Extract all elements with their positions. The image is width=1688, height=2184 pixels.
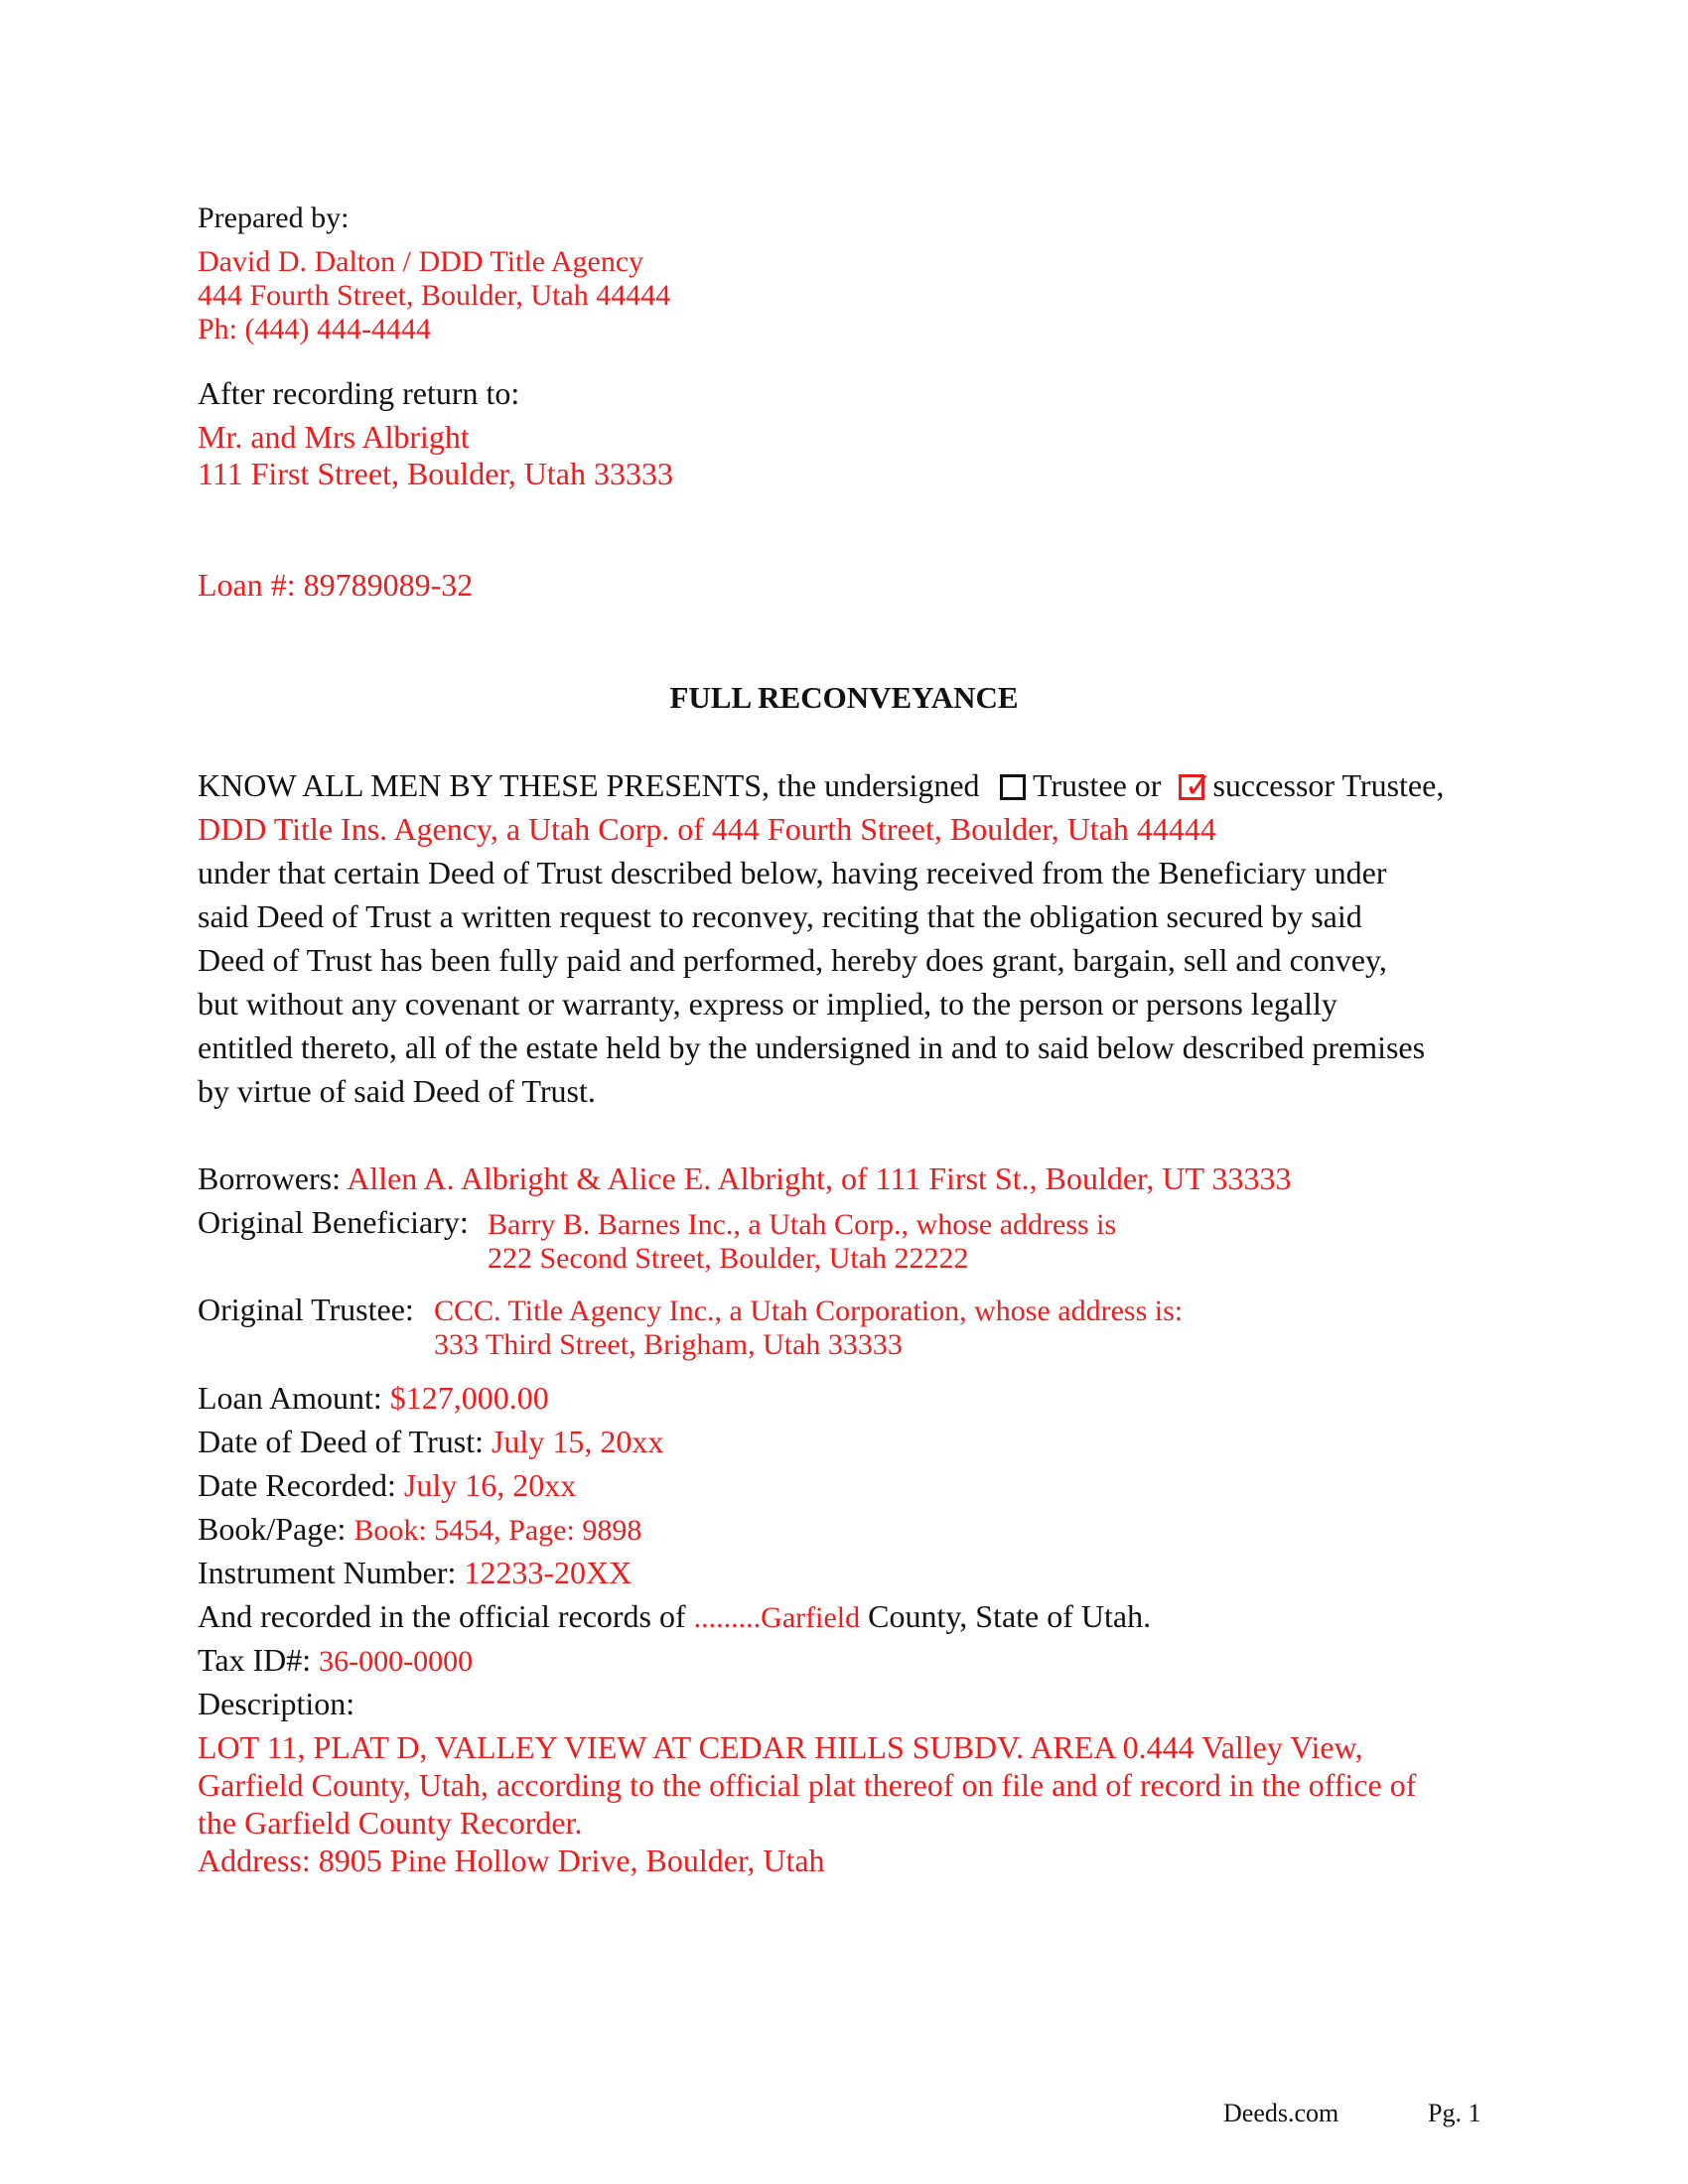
loan-amount-label: Loan Amount: bbox=[198, 1380, 382, 1416]
successor-option-label: successor Trustee, bbox=[1212, 767, 1445, 803]
borrowers-label: Borrowers: bbox=[198, 1160, 341, 1196]
original-trustee-line1: CCC. Title Agency Inc., a Utah Corporation, whose address is: bbox=[434, 1295, 1184, 1327]
beneficiary-line2: 222 Second Street, Boulder, Utah 22222 bbox=[488, 1242, 969, 1275]
return-to-address: 111 First Street, Boulder, Utah 33333 bbox=[198, 456, 673, 491]
description-line: LOT 11, PLAT D, VALLEY VIEW AT CEDAR HILLS SUBDV. AREA 0.444 Valley View, bbox=[198, 1729, 1363, 1765]
borrowers-value: Allen A. Albright & Alice E. Albright, of 111 First St., Boulder, UT 33333 bbox=[347, 1160, 1292, 1196]
deed-date-value: July 15, 20xx bbox=[491, 1424, 664, 1459]
date-recorded-label: Date Recorded: bbox=[198, 1467, 396, 1503]
body-line: entitled thereto, all of the estate held by the undersigned in and to said below described premises bbox=[198, 1029, 1426, 1065]
recorded-in-row bbox=[198, 1599, 1151, 1634]
date-recorded-row bbox=[198, 1468, 576, 1502]
loan-number: Loan #: 89789089-32 bbox=[198, 567, 474, 603]
intro-lead: KNOW ALL MEN BY THESE PRESENTS, the undersigned bbox=[198, 767, 980, 803]
tax-id-value: 36-000-0000 bbox=[319, 1645, 474, 1678]
checkmark-icon: ✓ bbox=[1184, 766, 1212, 806]
loan-amount-row bbox=[198, 1381, 549, 1415]
body-line: Deed of Trust has been fully paid and performed, hereby does grant, bargain, sell and convey, bbox=[198, 942, 1387, 978]
footer-site: Deeds.com bbox=[1223, 2099, 1339, 2127]
return-to-name: Mr. and Mrs Albright bbox=[198, 419, 470, 455]
trustee-option-label: Trustee or bbox=[1032, 767, 1162, 803]
preparer-address: 444 Fourth Street, Boulder, Utah 44444 bbox=[198, 279, 671, 312]
county-value: .........Garfield bbox=[693, 1601, 861, 1634]
recorded-suffix: County, State of Utah. bbox=[868, 1598, 1152, 1634]
instrument-row bbox=[198, 1556, 632, 1589]
tax-id-row bbox=[198, 1643, 473, 1678]
preparer-phone: Ph: (444) 444-4444 bbox=[198, 313, 431, 345]
description-line: the Garfield County Recorder. bbox=[198, 1805, 583, 1841]
footer-page-number: Pg. 1 bbox=[1428, 2099, 1481, 2127]
borrowers-row bbox=[198, 1161, 1292, 1195]
recorded-prefix: And recorded in the official records of bbox=[198, 1598, 686, 1634]
book-page-row bbox=[198, 1512, 641, 1547]
deed-date-row bbox=[198, 1425, 663, 1458]
successor-trustee-checkbox[interactable] bbox=[1179, 766, 1212, 806]
property-address: Address: 8905 Pine Hollow Drive, Boulder, Utah bbox=[198, 1843, 825, 1878]
book-page-label: Book/Page: bbox=[198, 1511, 347, 1547]
date-recorded-value: July 16, 20xx bbox=[403, 1467, 577, 1503]
instrument-value: 12233-20XX bbox=[464, 1555, 633, 1590]
loan-amount-value: $127,000.00 bbox=[389, 1380, 549, 1416]
prepared-by-heading: Prepared by: bbox=[198, 202, 350, 234]
return-to-heading: After recording return to: bbox=[198, 375, 520, 411]
description-line: Garfield County, Utah, according to the official plat thereof on file and of record in the office of bbox=[198, 1767, 1417, 1803]
original-trustee-line2: 333 Third Street, Brigham, Utah 33333 bbox=[434, 1328, 903, 1361]
instrument-label: Instrument Number: bbox=[198, 1555, 457, 1590]
description-label: Description: bbox=[198, 1686, 355, 1721]
beneficiary-line1: Barry B. Barnes Inc., a Utah Corp., whose address is bbox=[488, 1208, 1117, 1241]
beneficiary-label: Original Beneficiary: bbox=[198, 1204, 469, 1240]
body-line: under that certain Deed of Trust described below, having received from the Beneficiary under bbox=[198, 855, 1387, 890]
book-page-value: Book: 5454, Page: 9898 bbox=[353, 1514, 642, 1547]
tax-id-label: Tax ID#: bbox=[198, 1642, 312, 1678]
body-line: but without any covenant or warranty, express or implied, to the person or persons legally bbox=[198, 986, 1337, 1022]
intro-line bbox=[198, 766, 1445, 806]
document-title: FULL RECONVEYANCE bbox=[669, 680, 1019, 715]
body-line: said Deed of Trust a written request to reconvey, reciting that the obligation secured by said bbox=[198, 898, 1362, 934]
deed-date-label: Date of Deed of Trust: bbox=[198, 1424, 484, 1459]
trustee-name: DDD Title Ins. Agency, a Utah Corp. of 444 Fourth Street, Boulder, Utah 44444 bbox=[198, 811, 1216, 847]
original-trustee-label: Original Trustee: bbox=[198, 1292, 414, 1327]
trustee-checkbox[interactable] bbox=[1000, 774, 1026, 800]
body-line: by virtue of said Deed of Trust. bbox=[198, 1073, 596, 1109]
preparer-name: David D. Dalton / DDD Title Agency bbox=[198, 245, 644, 278]
